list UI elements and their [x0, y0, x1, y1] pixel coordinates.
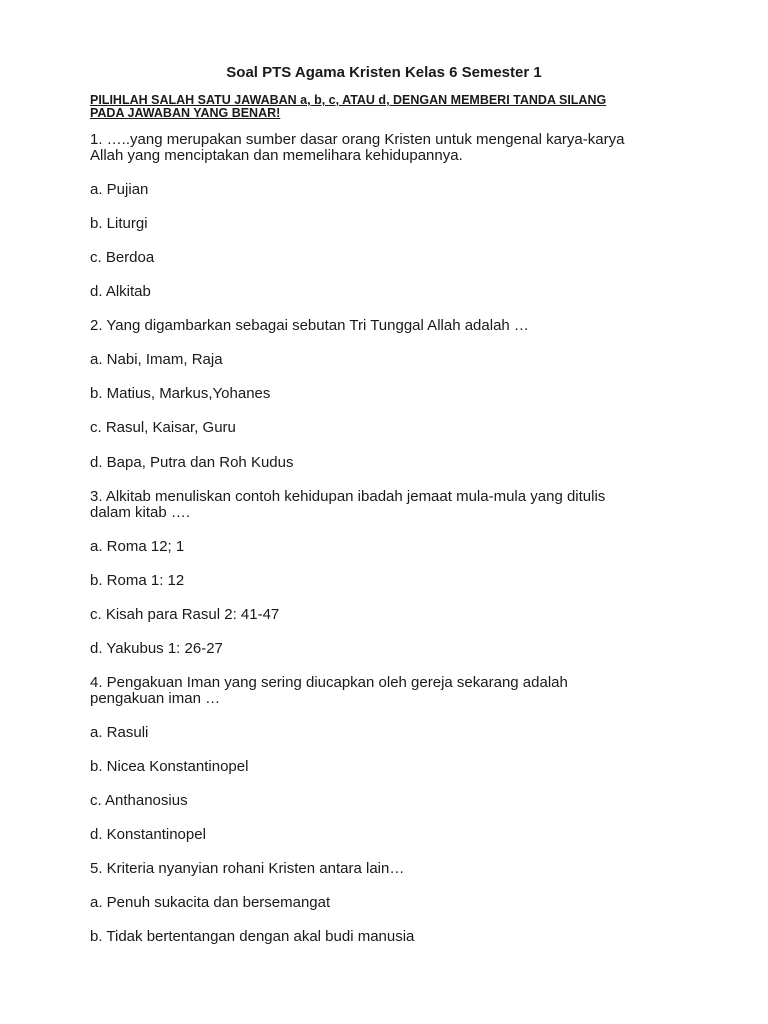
question-1-option-b: b. Liturgi — [90, 215, 148, 232]
question-4-option-b: b. Nicea Konstantinopel — [90, 758, 249, 775]
question-4-text: 4. Pengakuan Iman yang sering diucapkan oleh gereja sekarang adalah — [90, 674, 568, 691]
question-2-option-c: c. Rasul, Kaisar, Guru — [90, 419, 236, 436]
question-4-text-cont: pengakuan iman … — [90, 690, 221, 707]
question-3-option-c: c. Kisah para Rasul 2: 41-47 — [90, 606, 280, 623]
question-5-option-a: a. Penuh sukacita dan bersemangat — [90, 894, 331, 911]
question-4-option-a: a. Rasuli — [90, 724, 149, 741]
question-1-text: 1. …..yang merupakan sumber dasar orang Kristen untuk mengenal karya-karya — [90, 131, 625, 148]
question-4-option-d: d. Konstantinopel — [90, 826, 206, 843]
question-1-option-d: d. Alkitab — [90, 283, 151, 300]
question-1-option-a: a. Pujian — [90, 181, 149, 198]
question-2-option-d: d. Bapa, Putra dan Roh Kudus — [90, 454, 294, 471]
question-1-option-c: c. Berdoa — [90, 249, 155, 266]
question-2-option-a: a. Nabi, Imam, Raja — [90, 351, 223, 368]
question-3-option-b: b. Roma 1: 12 — [90, 572, 185, 589]
instruction-line: PADA JAWABAN YANG BENAR! — [90, 106, 281, 120]
question-3-option-d: d. Yakubus 1: 26-27 — [90, 640, 223, 657]
question-2-option-b: b. Matius, Markus,Yohanes — [90, 385, 271, 402]
question-2-text: 2. Yang digambarkan sebagai sebutan Tri Tunggal Allah adalah … — [90, 317, 529, 334]
instructions — [90, 94, 700, 120]
question-5-text: 5. Kriteria nyanyian rohani Kristen antara lain… — [90, 860, 405, 877]
question-1-text-cont: Allah yang menciptakan dan memelihara kehidupannya. — [90, 147, 463, 164]
question-4-option-c: c. Anthanosius — [90, 792, 188, 809]
question-3-option-a: a. Roma 12; 1 — [90, 538, 185, 555]
question-5-option-b: b. Tidak bertentangan dengan akal budi manusia — [90, 928, 415, 945]
question-3-text-cont: dalam kitab …. — [90, 504, 191, 521]
instruction-line: PILIHLAH SALAH SATU JAWABAN a, b, c, ATAU d, DENGAN MEMBERI TANDA SILANG — [90, 93, 607, 107]
question-3-text: 3. Alkitab menuliskan contoh kehidupan ibadah jemaat mula-mula yang ditulis — [90, 488, 606, 505]
document-title: Soal PTS Agama Kristen Kelas 6 Semester 1 — [226, 64, 542, 81]
